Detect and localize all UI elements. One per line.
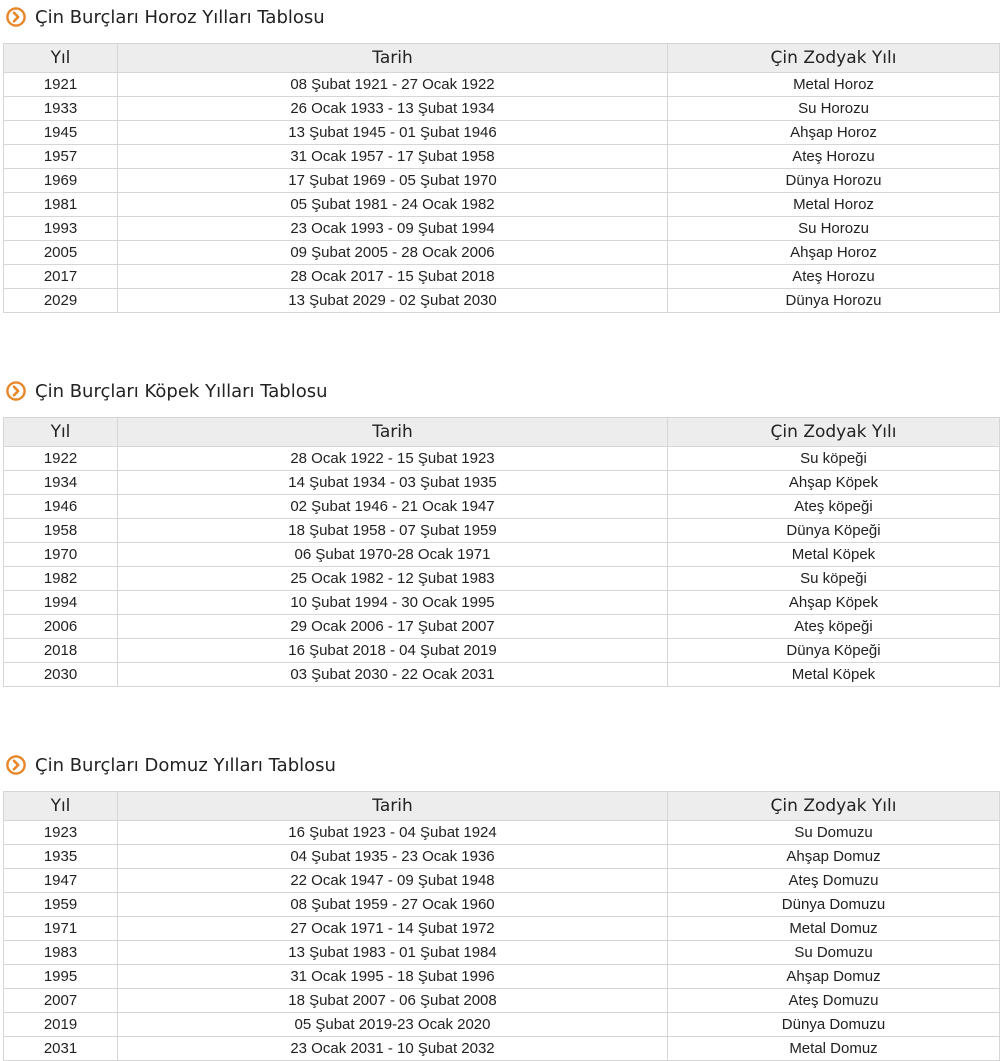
year-link[interactable]: 2006 bbox=[4, 615, 118, 639]
date-cell: 25 Ocak 1982 - 12 Şubat 1983 bbox=[118, 567, 668, 591]
year-link[interactable]: 1971 bbox=[4, 917, 118, 941]
header-year: Yıl bbox=[4, 418, 118, 447]
table-row bbox=[4, 289, 1000, 313]
zodiac-cell: Metal Horoz bbox=[668, 73, 1000, 97]
date-cell: 08 Şubat 1921 - 27 Ocak 1922 bbox=[118, 73, 668, 97]
table-row bbox=[4, 639, 1000, 663]
year-link[interactable]: 1981 bbox=[4, 193, 118, 217]
table-row bbox=[4, 495, 1000, 519]
header-date: Tarih bbox=[118, 418, 668, 447]
table-row bbox=[4, 869, 1000, 893]
zodiac-cell: Su Domuzu bbox=[668, 821, 1000, 845]
year-cell: 1921 bbox=[4, 73, 118, 97]
year-link[interactable]: 1959 bbox=[4, 893, 118, 917]
section-title: Çin Burçları Horoz Yılları Tablosu bbox=[35, 6, 325, 28]
year-link[interactable]: 1946 bbox=[4, 495, 118, 519]
table-row bbox=[4, 241, 1000, 265]
year-link[interactable]: 1945 bbox=[4, 121, 118, 145]
table-row bbox=[4, 97, 1000, 121]
zodiac-cell: Dünya Domuzu bbox=[668, 1013, 1000, 1037]
date-cell: 16 Şubat 1923 - 04 Şubat 1924 bbox=[118, 821, 668, 845]
zodiac-cell: Ahşap Köpek bbox=[668, 591, 1000, 615]
zodiac-cell: Metal Köpek bbox=[668, 663, 1000, 687]
date-cell: 23 Ocak 1993 - 09 Şubat 1994 bbox=[118, 217, 668, 241]
zodiac-cell: Metal Domuz bbox=[668, 917, 1000, 941]
table-row bbox=[4, 519, 1000, 543]
year-cell: 1923 bbox=[4, 821, 118, 845]
date-cell: 05 Şubat 2019-23 Ocak 2020 bbox=[118, 1013, 668, 1037]
table-row bbox=[4, 265, 1000, 289]
section-heading bbox=[6, 378, 328, 404]
date-cell: 23 Ocak 2031 - 10 Şubat 2032 bbox=[118, 1037, 668, 1061]
zodiac-cell: Ateş Horozu bbox=[668, 145, 1000, 169]
zodiac-cell: Ahşap Domuz bbox=[668, 845, 1000, 869]
year-cell: 1922 bbox=[4, 447, 118, 471]
table-row bbox=[4, 663, 1000, 687]
table-header-row bbox=[4, 44, 1000, 73]
zodiac-cell: Metal Horoz bbox=[668, 193, 1000, 217]
date-cell: 22 Ocak 1947 - 09 Şubat 1948 bbox=[118, 869, 668, 893]
year-link[interactable]: 1994 bbox=[4, 591, 118, 615]
date-cell: 08 Şubat 1959 - 27 Ocak 1960 bbox=[118, 893, 668, 917]
date-cell: 13 Şubat 1983 - 01 Şubat 1984 bbox=[118, 941, 668, 965]
table-row bbox=[4, 145, 1000, 169]
year-link[interactable]: 2019 bbox=[4, 1013, 118, 1037]
table-row bbox=[4, 591, 1000, 615]
circle-chevron-right-icon bbox=[6, 7, 26, 27]
table-row bbox=[4, 567, 1000, 591]
year-cell: 2029 bbox=[4, 289, 118, 313]
header-zodiac: Çin Zodyak Yılı bbox=[668, 792, 1000, 821]
header-zodiac: Çin Zodyak Yılı bbox=[668, 44, 1000, 73]
date-cell: 02 Şubat 1946 - 21 Ocak 1947 bbox=[118, 495, 668, 519]
zodiac-cell: Ateş köpeği bbox=[668, 615, 1000, 639]
table-row bbox=[4, 893, 1000, 917]
date-cell: 18 Şubat 2007 - 06 Şubat 2008 bbox=[118, 989, 668, 1013]
zodiac-cell: Ateş Horozu bbox=[668, 265, 1000, 289]
header-date: Tarih bbox=[118, 44, 668, 73]
circle-chevron-right-icon bbox=[6, 381, 26, 401]
zodiac-cell: Dünya Köpeği bbox=[668, 519, 1000, 543]
year-link[interactable]: 1969 bbox=[4, 169, 118, 193]
year-link[interactable]: 2005 bbox=[4, 241, 118, 265]
zodiac-cell: Dünya Köpeği bbox=[668, 639, 1000, 663]
table-row bbox=[4, 845, 1000, 869]
zodiac-cell: Su Horozu bbox=[668, 97, 1000, 121]
year-link[interactable]: 2007 bbox=[4, 989, 118, 1013]
date-cell: 31 Ocak 1995 - 18 Şubat 1996 bbox=[118, 965, 668, 989]
date-cell: 05 Şubat 1981 - 24 Ocak 1982 bbox=[118, 193, 668, 217]
date-cell: 14 Şubat 1934 - 03 Şubat 1935 bbox=[118, 471, 668, 495]
header-year: Yıl bbox=[4, 44, 118, 73]
zodiac-cell: Su Horozu bbox=[668, 217, 1000, 241]
zodiac-cell: Dünya Horozu bbox=[668, 169, 1000, 193]
date-cell: 26 Ocak 1933 - 13 Şubat 1934 bbox=[118, 97, 668, 121]
table-row bbox=[4, 471, 1000, 495]
table-row bbox=[4, 543, 1000, 567]
date-cell: 28 Ocak 2017 - 15 Şubat 2018 bbox=[118, 265, 668, 289]
date-cell: 10 Şubat 1994 - 30 Ocak 1995 bbox=[118, 591, 668, 615]
section-title: Çin Burçları Köpek Yılları Tablosu bbox=[35, 380, 328, 402]
date-cell: 06 Şubat 1970-28 Ocak 1971 bbox=[118, 543, 668, 567]
circle-chevron-right-icon bbox=[6, 755, 26, 775]
section-heading bbox=[6, 752, 336, 778]
zodiac-cell: Ahşap Köpek bbox=[668, 471, 1000, 495]
table-row bbox=[4, 615, 1000, 639]
header-zodiac: Çin Zodyak Yılı bbox=[668, 418, 1000, 447]
year-link[interactable]: 1993 bbox=[4, 217, 118, 241]
zodiac-cell: Metal Köpek bbox=[668, 543, 1000, 567]
date-cell: 31 Ocak 1957 - 17 Şubat 1958 bbox=[118, 145, 668, 169]
zodiac-cell: Ahşap Domuz bbox=[668, 965, 1000, 989]
table-row bbox=[4, 73, 1000, 97]
date-cell: 13 Şubat 1945 - 01 Şubat 1946 bbox=[118, 121, 668, 145]
date-cell: 28 Ocak 1922 - 15 Şubat 1923 bbox=[118, 447, 668, 471]
year-link[interactable]: 1958 bbox=[4, 519, 118, 543]
table-row bbox=[4, 917, 1000, 941]
table-row bbox=[4, 447, 1000, 471]
year-link[interactable]: 2017 bbox=[4, 265, 118, 289]
date-cell: 17 Şubat 1969 - 05 Şubat 1970 bbox=[118, 169, 668, 193]
zodiac-cell: Ahşap Horoz bbox=[668, 241, 1000, 265]
date-cell: 16 Şubat 2018 - 04 Şubat 2019 bbox=[118, 639, 668, 663]
zodiac-table bbox=[3, 417, 1000, 687]
date-cell: 09 Şubat 2005 - 28 Ocak 2006 bbox=[118, 241, 668, 265]
table-row bbox=[4, 941, 1000, 965]
header-date: Tarih bbox=[118, 792, 668, 821]
zodiac-table bbox=[3, 43, 1000, 313]
zodiac-cell: Ahşap Horoz bbox=[668, 121, 1000, 145]
year-cell: 1933 bbox=[4, 97, 118, 121]
zodiac-cell: Su köpeği bbox=[668, 567, 1000, 591]
zodiac-cell: Su Domuzu bbox=[668, 941, 1000, 965]
zodiac-cell: Ateş Domuzu bbox=[668, 989, 1000, 1013]
zodiac-cell: Metal Domuz bbox=[668, 1037, 1000, 1061]
section-heading bbox=[6, 4, 325, 30]
table-row bbox=[4, 121, 1000, 145]
year-cell: 1935 bbox=[4, 845, 118, 869]
year-link[interactable]: 1970 bbox=[4, 543, 118, 567]
year-link[interactable]: 2018 bbox=[4, 639, 118, 663]
table-header-row bbox=[4, 792, 1000, 821]
table-row bbox=[4, 193, 1000, 217]
table-row bbox=[4, 989, 1000, 1013]
date-cell: 18 Şubat 1958 - 07 Şubat 1959 bbox=[118, 519, 668, 543]
year-link[interactable]: 1957 bbox=[4, 145, 118, 169]
zodiac-cell: Dünya Domuzu bbox=[668, 893, 1000, 917]
table-row bbox=[4, 217, 1000, 241]
zodiac-cell: Dünya Horozu bbox=[668, 289, 1000, 313]
table-row bbox=[4, 1037, 1000, 1061]
table-row bbox=[4, 965, 1000, 989]
date-cell: 04 Şubat 1935 - 23 Ocak 1936 bbox=[118, 845, 668, 869]
zodiac-cell: Ateş köpeği bbox=[668, 495, 1000, 519]
zodiac-cell: Su köpeği bbox=[668, 447, 1000, 471]
year-link[interactable]: 1982 bbox=[4, 567, 118, 591]
year-cell: 2030 bbox=[4, 663, 118, 687]
date-cell: 27 Ocak 1971 - 14 Şubat 1972 bbox=[118, 917, 668, 941]
date-cell: 13 Şubat 2029 - 02 Şubat 2030 bbox=[118, 289, 668, 313]
section-title: Çin Burçları Domuz Yılları Tablosu bbox=[35, 754, 336, 776]
date-cell: 29 Ocak 2006 - 17 Şubat 2007 bbox=[118, 615, 668, 639]
table-row bbox=[4, 1013, 1000, 1037]
date-cell: 03 Şubat 2030 - 22 Ocak 2031 bbox=[118, 663, 668, 687]
table-row bbox=[4, 169, 1000, 193]
header-year: Yıl bbox=[4, 792, 118, 821]
zodiac-table bbox=[3, 791, 1000, 1061]
year-cell: 2031 bbox=[4, 1037, 118, 1061]
year-link[interactable]: 1983 bbox=[4, 941, 118, 965]
zodiac-cell: Ateş Domuzu bbox=[668, 869, 1000, 893]
year-link[interactable]: 1995 bbox=[4, 965, 118, 989]
year-cell: 1934 bbox=[4, 471, 118, 495]
table-header-row bbox=[4, 418, 1000, 447]
year-link[interactable]: 1947 bbox=[4, 869, 118, 893]
table-row bbox=[4, 821, 1000, 845]
